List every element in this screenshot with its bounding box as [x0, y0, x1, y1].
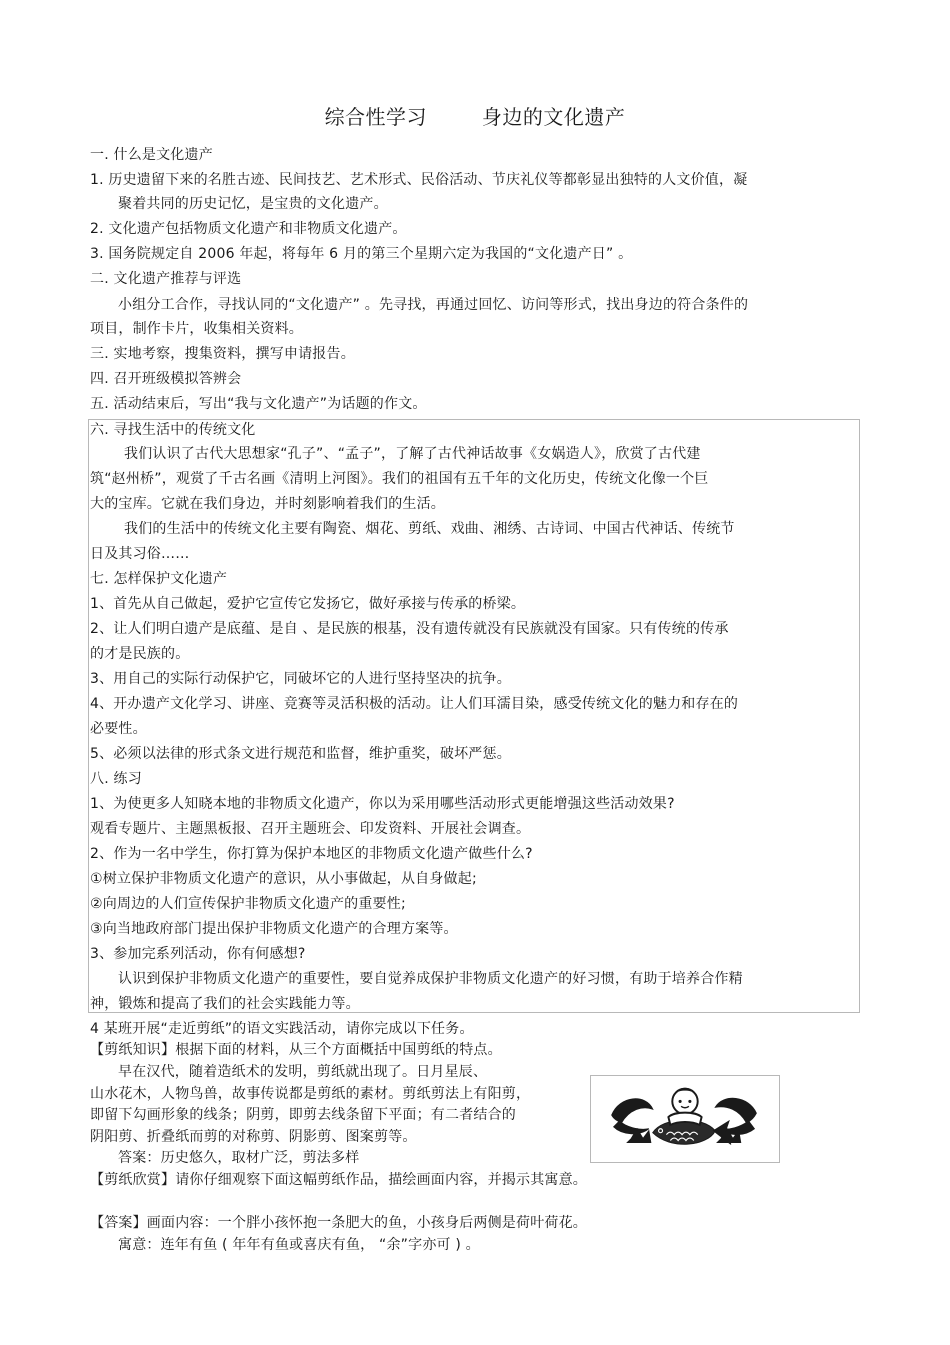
answer-line: 认识到保护非物质文化遗产的重要性，要自觉养成保护非物质文化遗产的好习惯，有助于培养合作精	[118, 971, 743, 987]
section-heading-4: 四. 召开班级模拟答辨会	[90, 371, 242, 387]
paragraph-line: 聚着共同的历史记忆，是宝贵的文化遗产。	[118, 196, 388, 212]
paragraph-line: 日及其习俗……	[90, 546, 190, 562]
answer-line: 寓意：连年有鱼 ( 年年有鱼或喜庆有鱼， “余”字亦可 ) 。	[118, 1237, 480, 1253]
paragraph-line: 1. 历史遗留下来的名胜古迹、民间技艺、艺术形式、民俗活动、节庆礼仪等都彰显出独特的人文价值，凝	[90, 172, 748, 188]
paragraph-line: 大的宝库。它就在我们身边，并时刻影响着我们的生活。	[90, 496, 445, 512]
answer-line: ①树立保护非物质文化遗产的意识，从小事做起，从自身做起;	[90, 871, 477, 887]
material-line: 即留下勾画形象的线条；阴剪，即剪去线条留下平面；有二者结合的	[90, 1107, 516, 1123]
section-heading-2: 二. 文化遗产推荐与评选	[90, 271, 242, 287]
paragraph-line: 1、首先从自己做起，爱护它宣传它发扬它，做好承接与传承的桥梁。	[90, 596, 526, 612]
answer-line: 神，锻炼和提高了我们的社会实践能力等。	[90, 996, 360, 1012]
paragraph-line: 4、开办遗产文化学习、讲座、竞赛等灵活积极的活动。让人们耳濡目染，感受传统文化的魅力和存在的	[90, 696, 739, 712]
paragraph-line: 筑“赵州桥”，观赏了千古名画《清明上河图》。我们的祖国有五千年的文化历史，传统文化像一个巨	[90, 471, 709, 487]
material-line: 阴阳剪、折叠纸而剪的对称剪、阴影剪、图案剪等。	[90, 1129, 417, 1145]
section-heading-5: 五. 活动结束后，写出“我与文化遗产”为话题的作文。	[90, 396, 427, 412]
paragraph-line: 我们的生活中的传统文化主要有陶瓷、烟花、剪纸、戏曲、湘绣、古诗词、中国古代神话、传统节	[124, 521, 735, 537]
answer-line: 【答案】画面内容：一个胖小孩怀抱一条肥大的鱼，小孩身后两侧是荷叶荷花。	[90, 1215, 587, 1231]
answer-line: ②向周边的人们宣传保护非物质文化遗产的重要性;	[90, 896, 406, 912]
paper-cut-illustration	[591, 1076, 779, 1162]
question-line: 1、为使更多人知晓本地的非物质文化遗产，你以为采用哪些活动形式更能增强这些活动效果?	[90, 796, 675, 812]
section-heading-3: 三. 实地考察，搜集资料，撰写申请报告。	[90, 346, 355, 362]
material-line: 早在汉代，随着造纸术的发明，剪纸就出现了。日月星辰、	[118, 1064, 488, 1080]
section-heading-7: 七. 怎样保护文化遗产	[90, 571, 228, 587]
paragraph-line: 3. 国务院规定自 2006 年起，将每年 6 月的第三个星期六定为我国的“文化遗产日” 。	[90, 246, 633, 262]
paragraph-line: 2. 文化遗产包括物质文化遗产和非物质文化遗产。	[90, 221, 407, 237]
task-line: 【剪纸欣赏】请你仔细观察下面这幅剪纸作品，描绘画面内容，并揭示其寓意。	[90, 1172, 587, 1188]
section-heading-6: 六. 寻找生活中的传统文化	[90, 422, 256, 438]
paragraph-line: 我们认识了古代大思想家“孔子”、“孟子”，了解了古代神话故事《女娲造人》，欣赏了古代建	[124, 446, 701, 462]
task-line: 4 某班开展“走近剪纸”的语文实践活动，请你完成以下任务。	[90, 1021, 474, 1037]
paper-cut-image	[590, 1075, 780, 1163]
paragraph-line: 的才是民族的。	[90, 646, 190, 662]
answer-line: 答案：历史悠久，取材广泛，剪法多样	[118, 1150, 360, 1166]
paragraph-line: 5、必须以法律的形式条文进行规范和监督，维护重奖，破坏严惩。	[90, 746, 511, 762]
question-line: 3、参加完系列活动，你有何感想?	[90, 946, 306, 962]
paragraph-line: 项目，制作卡片，收集相关资料。	[90, 321, 303, 337]
paragraph-line: 必要性。	[90, 721, 147, 737]
material-line: 山水花木，人物鸟兽，故事传说都是剪纸的素材。剪纸剪法上有阳剪，	[90, 1086, 531, 1102]
document-title: 综合性学习 身边的文化遗产	[324, 105, 626, 129]
section-heading-1: 一. 什么是文化遗产	[90, 147, 213, 163]
section-heading-8: 八. 练习	[90, 771, 142, 787]
paragraph-line: 小组分工合作，寻找认同的“文化遗产” 。先寻找，再通过回忆、访问等形式，找出身边的符合条件的	[118, 297, 749, 313]
answer-line: 观看专题片、主题黑板报、召开主题班会、印发资料、开展社会调查。	[90, 821, 531, 837]
paragraph-line: 2、让人们明白遗产是底蕴、是自 、是民族的根基，没有遗传就没有民族就没有国家。只有传统的传承	[90, 621, 729, 637]
paragraph-line: 3、用自己的实际行动保护它，同破坏它的人进行坚持坚决的抗争。	[90, 671, 511, 687]
task-line: 【剪纸知识】根据下面的材料，从三个方面概括中国剪纸的特点。	[90, 1042, 502, 1058]
question-line: 2、作为一名中学生，你打算为保护本地区的非物质文化遗产做些什么?	[90, 846, 533, 862]
answer-line: ③向当地政府部门提出保护非物质文化遗产的合理方案等。	[90, 921, 458, 937]
